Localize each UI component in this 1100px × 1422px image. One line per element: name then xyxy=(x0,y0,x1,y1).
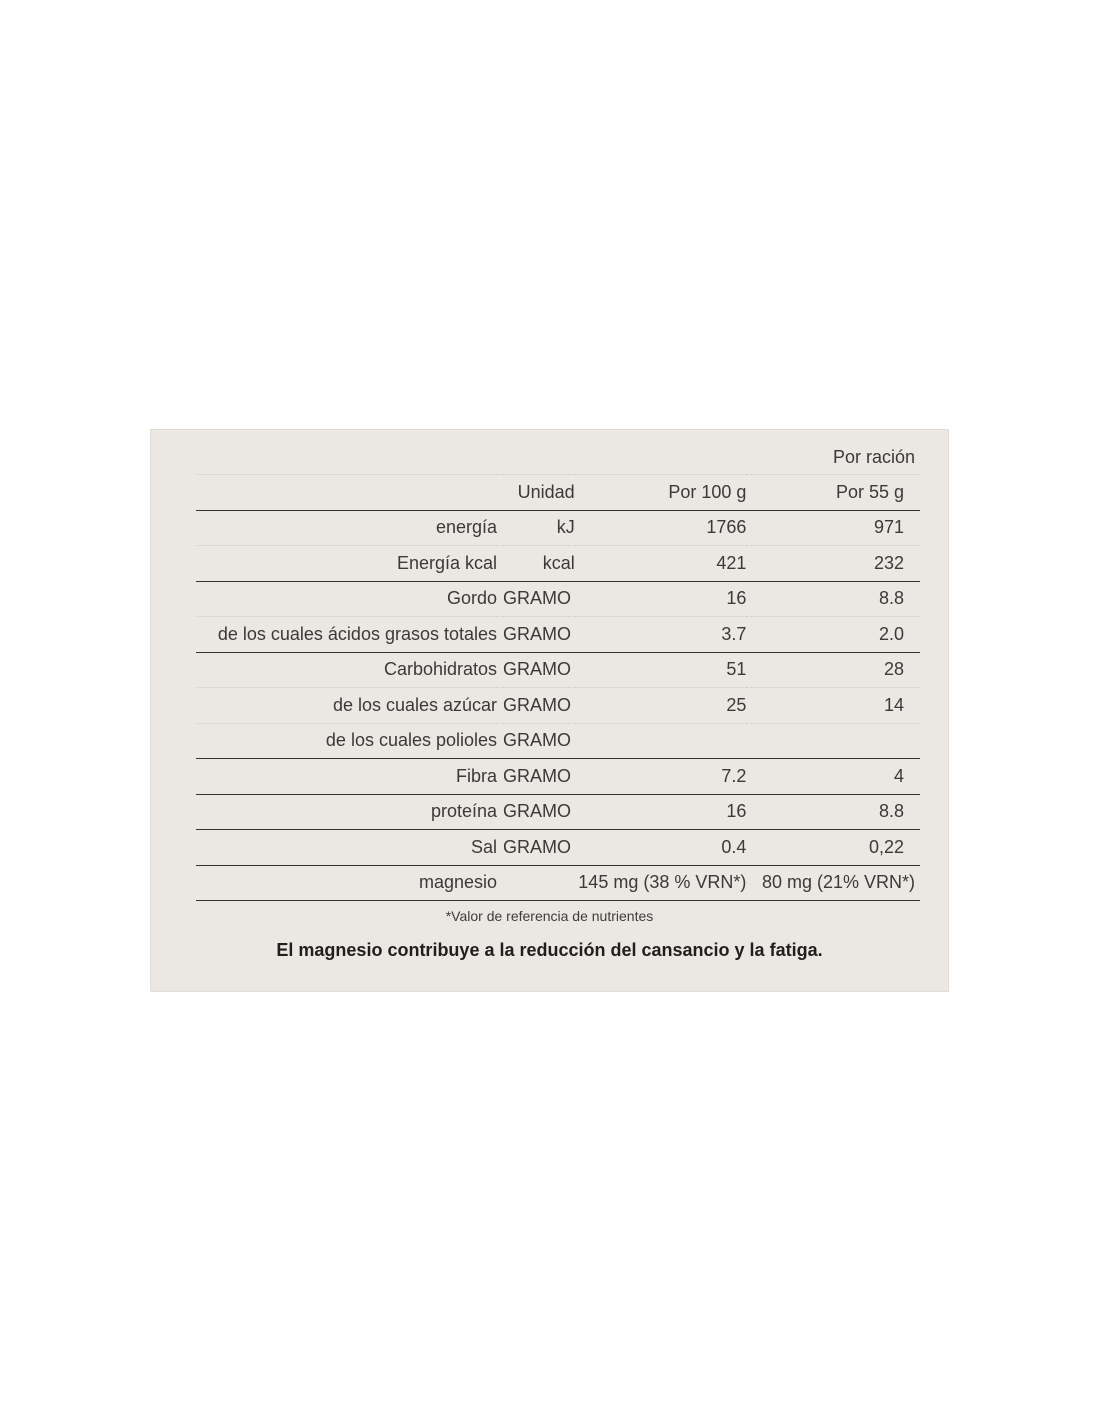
value-per-55: 28 xyxy=(746,652,920,688)
header-per-100: Por 100 g xyxy=(575,475,747,511)
table-row xyxy=(196,688,920,724)
footnote: *Valor de referencia de nutrientes xyxy=(445,908,654,924)
value-per-100: 7.2 xyxy=(575,759,747,795)
per-serving-label: Por ración xyxy=(746,440,920,475)
value-per-100: 421 xyxy=(575,546,747,582)
header-per-55: Por 55 g xyxy=(746,475,920,511)
value-per-55: 4 xyxy=(746,759,920,795)
table-row xyxy=(196,794,920,830)
value-per-100: 16 xyxy=(575,581,747,617)
nutrient-name: de los cuales polioles xyxy=(196,723,503,759)
table-row xyxy=(196,723,920,759)
value-per-100 xyxy=(575,723,747,759)
value-per-100: 1766 xyxy=(575,510,747,546)
nutrient-name: de los cuales ácidos grasos totales xyxy=(196,617,503,653)
nutrient-unit: GRAMO xyxy=(503,794,575,830)
nutrient-name: Carbohidratos xyxy=(196,652,503,688)
value-per-55: 14 xyxy=(746,688,920,724)
value-per-100: 0.4 xyxy=(575,830,747,866)
header-unit: Unidad xyxy=(503,475,575,511)
nutrient-name: magnesio xyxy=(196,865,503,901)
nutrient-unit: GRAMO xyxy=(503,830,575,866)
table-row xyxy=(196,546,920,582)
nutrient-name: Energía kcal xyxy=(196,546,503,582)
table-row xyxy=(196,652,920,688)
value-per-55: 971 xyxy=(746,510,920,546)
table-row xyxy=(196,759,920,795)
nutrition-panel xyxy=(150,429,949,992)
header-row xyxy=(196,475,920,511)
nutrient-name: energía xyxy=(196,510,503,546)
table-row xyxy=(196,510,920,546)
nutrition-table xyxy=(196,440,920,901)
nutrient-name: Gordo xyxy=(196,581,503,617)
value-per-100: 25 xyxy=(575,688,747,724)
nutrient-unit: GRAMO xyxy=(503,652,575,688)
nutrient-name: Fibra xyxy=(196,759,503,795)
table-row xyxy=(196,581,920,617)
nutrient-unit: GRAMO xyxy=(503,723,575,759)
health-claim: El magnesio contribuye a la reducción del cansancio y la fatiga. xyxy=(276,940,823,960)
nutrient-name: proteína xyxy=(196,794,503,830)
nutrient-name: Sal xyxy=(196,830,503,866)
value-per-55: 80 mg (21% VRN*) xyxy=(746,865,920,901)
value-per-55: 2.0 xyxy=(746,617,920,653)
value-per-55: 0,22 xyxy=(746,830,920,866)
value-per-55: 8.8 xyxy=(746,581,920,617)
header-top-row xyxy=(196,440,920,475)
table-row xyxy=(196,617,920,653)
value-per-100: 51 xyxy=(575,652,747,688)
value-per-100: 16 xyxy=(575,794,747,830)
value-per-100: 145 mg (38 % VRN*) xyxy=(575,865,747,901)
nutrient-unit: kJ xyxy=(503,510,575,546)
value-per-55: 232 xyxy=(746,546,920,582)
value-per-55 xyxy=(746,723,920,759)
value-per-55: 8.8 xyxy=(746,794,920,830)
nutrient-unit: kcal xyxy=(503,546,575,582)
value-per-100: 3.7 xyxy=(575,617,747,653)
table-row xyxy=(196,830,920,866)
nutrient-unit: GRAMO xyxy=(503,617,575,653)
nutrient-unit xyxy=(503,865,575,901)
nutrient-unit: GRAMO xyxy=(503,581,575,617)
nutrient-unit: GRAMO xyxy=(503,759,575,795)
nutrient-unit: GRAMO xyxy=(503,688,575,724)
nutrient-name: de los cuales azúcar xyxy=(196,688,503,724)
table-row xyxy=(196,865,920,901)
